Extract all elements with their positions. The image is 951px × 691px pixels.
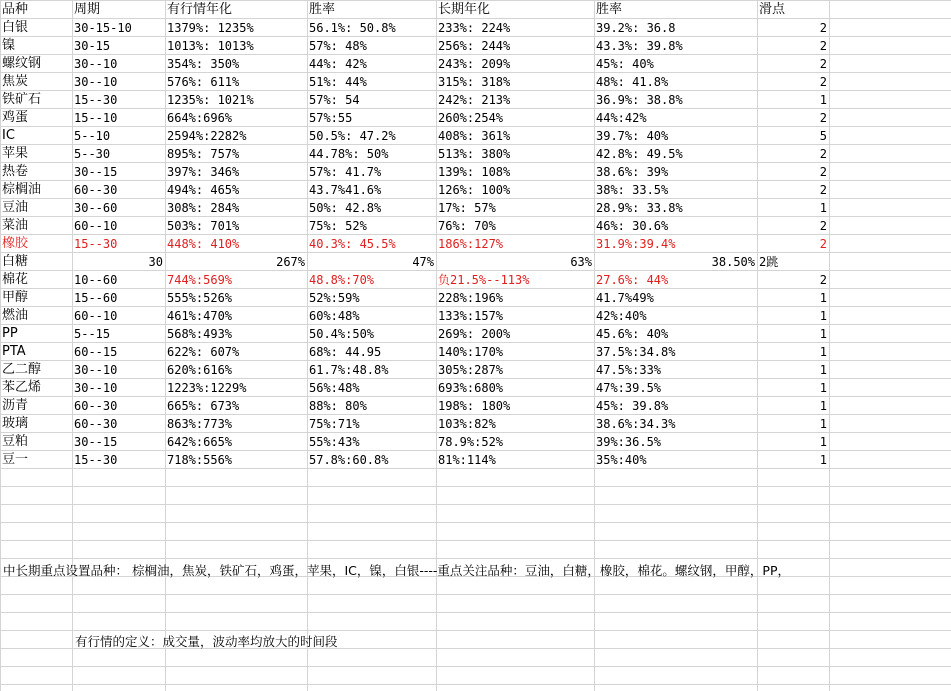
cell-trend-annualized[interactable]: 568%:493%	[167, 327, 233, 341]
cell-long-annualized[interactable]: 103%:82%	[438, 417, 496, 431]
cell-trend-annualized[interactable]: 576%: 611%	[167, 75, 240, 89]
cell-long-annualized[interactable]: 76%: 70%	[438, 219, 496, 233]
cell-trend-annualized[interactable]: 622%: 607%	[167, 345, 240, 359]
cell-trend-annualized[interactable]: 664%:696%	[167, 111, 233, 125]
cell-variety[interactable]: 螺纹钢	[2, 56, 42, 71]
cell-variety[interactable]: 菜油	[2, 218, 29, 233]
cell-slippage[interactable]: 1	[819, 327, 827, 341]
cell-variety[interactable]: 燃油	[2, 308, 29, 323]
cell-trend-annualized[interactable]: 503%: 701%	[167, 219, 240, 233]
cell-win-rate-2[interactable]: 38.50%	[711, 255, 755, 269]
cell-win-rate-2[interactable]: 48%: 41.8%	[596, 75, 669, 89]
cell-trend-annualized[interactable]: 1235%: 1021%	[167, 93, 254, 107]
cell-trend-annualized[interactable]: 397%: 346%	[167, 165, 240, 179]
cell-win-rate-2[interactable]: 47%:39.5%	[596, 381, 662, 395]
cell-variety[interactable]: 玻璃	[2, 416, 29, 431]
cell-slippage[interactable]: 2	[819, 147, 827, 161]
cell-period[interactable]: 10--60	[74, 273, 118, 287]
header-win-rate-2[interactable]: 胜率	[596, 2, 623, 17]
cell-trend-annualized[interactable]: 267%	[276, 255, 305, 269]
cell-win-rate-2[interactable]: 47.5%:33%	[596, 363, 662, 377]
cell-long-annualized[interactable]: 139%: 108%	[438, 165, 511, 179]
cell-win-rate-1[interactable]: 50.4%:50%	[309, 327, 375, 341]
cell-win-rate-2[interactable]: 38%: 33.5%	[596, 183, 669, 197]
cell-variety[interactable]: 苯乙烯	[2, 380, 42, 395]
cell-trend-annualized[interactable]: 1223%:1229%	[167, 381, 247, 395]
column-gridline	[829, 0, 830, 691]
cell-slippage[interactable]: 1	[819, 381, 827, 395]
cell-win-rate-2[interactable]: 39%:36.5%	[596, 435, 662, 449]
cell-slippage[interactable]: 1	[819, 417, 827, 431]
cell-win-rate-1[interactable]: 56%:48%	[309, 381, 360, 395]
cell-win-rate-2[interactable]: 45.6%: 40%	[596, 327, 669, 341]
cell-period[interactable]: 60--30	[74, 183, 118, 197]
cell-slippage[interactable]: 2	[819, 111, 827, 125]
cell-win-rate-2[interactable]: 46%: 30.6%	[596, 219, 669, 233]
header-win-rate-1[interactable]: 胜率	[309, 2, 336, 17]
cell-slippage[interactable]: 2	[819, 183, 827, 197]
cell-slippage[interactable]: 2跳	[759, 255, 779, 269]
cell-trend-annualized[interactable]: 461%:470%	[167, 309, 233, 323]
cell-variety[interactable]: 棕榈油	[2, 182, 42, 197]
cell-trend-annualized[interactable]: 895%: 757%	[167, 147, 240, 161]
cell-slippage[interactable]: 2	[819, 165, 827, 179]
cell-variety[interactable]: 棉花	[2, 272, 29, 287]
cell-period[interactable]: 15--30	[74, 453, 118, 467]
cell-period[interactable]: 15--10	[74, 111, 118, 125]
cell-win-rate-1[interactable]: 55%:43%	[309, 435, 360, 449]
cell-variety[interactable]: 鸡蛋	[2, 110, 29, 125]
cell-win-rate-2[interactable]: 27.6%: 44%	[596, 273, 669, 287]
cell-period[interactable]: 60--10	[74, 219, 118, 233]
row-gridline	[0, 540, 951, 541]
cell-variety[interactable]: 豆粕	[2, 434, 29, 449]
cell-slippage[interactable]: 1	[819, 201, 827, 215]
cell-long-annualized[interactable]: 17%: 57%	[438, 201, 496, 215]
row-gridline	[0, 486, 951, 487]
cell-long-annualized[interactable]: 81%:114%	[438, 453, 496, 467]
cell-win-rate-1[interactable]: 57%: 54	[309, 93, 360, 107]
cell-long-annualized[interactable]: 315%: 318%	[438, 75, 511, 89]
cell-slippage[interactable]: 1	[819, 399, 827, 413]
cell-variety[interactable]: 白糖	[2, 254, 29, 269]
cell-slippage[interactable]: 2	[819, 39, 827, 53]
row-gridline	[0, 612, 951, 613]
cell-win-rate-1[interactable]: 44%: 42%	[309, 57, 367, 71]
cell-period[interactable]: 30--15	[74, 165, 118, 179]
cell-long-annualized[interactable]: 693%:680%	[438, 381, 504, 395]
cell-variety[interactable]: 镍	[2, 38, 16, 53]
cell-slippage[interactable]: 1	[819, 363, 827, 377]
cell-trend-annualized[interactable]: 863%:773%	[167, 417, 233, 431]
cell-win-rate-1[interactable]: 75%: 52%	[309, 219, 367, 233]
cell-win-rate-2[interactable]: 35%:40%	[596, 453, 647, 467]
cell-win-rate-2[interactable]: 39.7%: 40%	[596, 129, 669, 143]
cell-slippage[interactable]: 2	[819, 219, 827, 233]
row-gridline	[0, 666, 951, 667]
cell-win-rate-2[interactable]: 37.5%:34.8%	[596, 345, 676, 359]
cell-slippage[interactable]: 2	[819, 75, 827, 89]
cell-period[interactable]: 5--30	[74, 147, 111, 161]
cell-win-rate-1[interactable]: 68%: 44.95	[309, 345, 382, 359]
header-long-annualized[interactable]: 长期年化	[438, 2, 491, 17]
cell-trend-annualized[interactable]: 1013%: 1013%	[167, 39, 254, 53]
cell-variety[interactable]: 热卷	[2, 164, 29, 179]
cell-period[interactable]: 30--10	[74, 57, 118, 71]
cell-win-rate-1[interactable]: 51%: 44%	[309, 75, 367, 89]
cell-win-rate-1[interactable]: 57%: 41.7%	[309, 165, 382, 179]
cell-variety[interactable]: 铁矿石	[2, 92, 42, 107]
cell-period[interactable]: 30--10	[74, 381, 118, 395]
cell-long-annualized[interactable]: 63%	[570, 255, 592, 269]
cell-long-annualized[interactable]: 228%:196%	[438, 291, 504, 305]
header-trend-annualized[interactable]: 有行情年化	[167, 2, 233, 17]
cell-variety[interactable]: 苹果	[2, 146, 29, 161]
cell-win-rate-2[interactable]: 31.9%:39.4%	[596, 237, 676, 251]
cell-period[interactable]: 15--60	[74, 291, 118, 305]
row-gridline	[0, 594, 951, 595]
cell-trend-annualized[interactable]: 308%: 284%	[167, 201, 240, 215]
cell-trend-annualized[interactable]: 2594%:2282%	[167, 129, 247, 143]
cell-long-annualized[interactable]: 233%: 224%	[438, 21, 511, 35]
cell-long-annualized[interactable]: 256%: 244%	[438, 39, 511, 53]
cell-win-rate-2[interactable]: 44%:42%	[596, 111, 647, 125]
cell-win-rate-2[interactable]: 42.8%: 49.5%	[596, 147, 683, 161]
cell-variety[interactable]: 沥青	[2, 398, 29, 413]
cell-slippage[interactable]: 5	[819, 129, 827, 143]
cell-period[interactable]: 60--30	[74, 399, 118, 413]
cell-slippage[interactable]: 1	[819, 435, 827, 449]
cell-win-rate-1[interactable]: 43.7%41.6%	[309, 183, 382, 197]
cell-win-rate-1[interactable]: 60%:48%	[309, 309, 360, 323]
header-slippage[interactable]: 滑点	[759, 2, 786, 17]
cell-win-rate-2[interactable]: 43.3%: 39.8%	[596, 39, 683, 53]
cell-period[interactable]: 30	[148, 255, 163, 269]
cell-trend-annualized[interactable]: 354%: 350%	[167, 57, 240, 71]
cell-win-rate-2[interactable]: 36.9%: 38.8%	[596, 93, 683, 107]
cell-win-rate-1[interactable]: 47%	[412, 255, 434, 269]
cell-win-rate-1[interactable]: 57%:55	[309, 111, 353, 125]
cell-variety[interactable]: 豆油	[2, 200, 29, 215]
cell-win-rate-1[interactable]: 88%: 80%	[309, 399, 367, 413]
cell-period[interactable]: 60--30	[74, 417, 118, 431]
cell-win-rate-1[interactable]: 48.8%:70%	[309, 273, 375, 287]
cell-long-annualized[interactable]: 126%: 100%	[438, 183, 511, 197]
cell-slippage[interactable]: 1	[819, 453, 827, 467]
cell-long-annualized[interactable]: 242%: 213%	[438, 93, 511, 107]
cell-variety[interactable]: 甲醇	[2, 290, 29, 305]
cell-period[interactable]: 30-15	[74, 39, 111, 53]
cell-slippage[interactable]: 2	[819, 21, 827, 35]
cell-trend-annualized[interactable]: 555%:526%	[167, 291, 233, 305]
row-gridline	[0, 630, 951, 631]
cell-slippage[interactable]: 2	[819, 237, 827, 251]
cell-long-annualized[interactable]: 513%: 380%	[438, 147, 511, 161]
header-variety[interactable]: 品种	[2, 2, 29, 17]
cell-trend-annualized[interactable]: 620%:616%	[167, 363, 233, 377]
focus-varieties-note[interactable]: 中长期重点设置品种： 棕榈油，焦炭，铁矿石，鸡蛋，苹果，IC，镍，白银----重点关注品种：豆油，白糖，橡胶，棉花。螺纹钢，甲醇，PP，	[3, 563, 791, 578]
cell-period[interactable]: 60--15	[74, 345, 118, 359]
cell-long-annualized[interactable]: 133%:157%	[438, 309, 504, 323]
cell-period[interactable]: 60--10	[74, 309, 118, 323]
cell-trend-annualized[interactable]: 448%: 410%	[167, 237, 240, 251]
cell-win-rate-2[interactable]: 38.6%: 39%	[596, 165, 669, 179]
cell-win-rate-1[interactable]: 75%:71%	[309, 417, 360, 431]
cell-long-annualized[interactable]: 198%: 180%	[438, 399, 511, 413]
cell-win-rate-2[interactable]: 38.6%:34.3%	[596, 417, 676, 431]
cell-long-annualized[interactable]: 186%:127%	[438, 237, 504, 251]
cell-variety[interactable]: PP	[2, 326, 18, 341]
cell-win-rate-1[interactable]: 52%:59%	[309, 291, 360, 305]
cell-win-rate-2[interactable]: 28.9%: 33.8%	[596, 201, 683, 215]
cell-long-annualized[interactable]: 78.9%:52%	[438, 435, 504, 449]
cell-slippage[interactable]: 1	[819, 309, 827, 323]
row-gridline	[0, 558, 951, 559]
trend-definition-note[interactable]: 有行情的定义：成交量，波动率均放大的时间段	[75, 634, 338, 649]
cell-trend-annualized[interactable]: 718%:556%	[167, 453, 233, 467]
cell-win-rate-1[interactable]: 50%: 42.8%	[309, 201, 382, 215]
cell-period[interactable]: 30--60	[74, 201, 118, 215]
cell-trend-annualized[interactable]: 665%: 673%	[167, 399, 240, 413]
cell-slippage[interactable]: 2	[819, 57, 827, 71]
cell-long-annualized[interactable]: 305%:287%	[438, 363, 504, 377]
cell-trend-annualized[interactable]: 642%:665%	[167, 435, 233, 449]
cell-slippage[interactable]: 2	[819, 273, 827, 287]
cell-slippage[interactable]: 1	[819, 93, 827, 107]
cell-period[interactable]: 30--10	[74, 363, 118, 377]
cell-period[interactable]: 15--30	[74, 93, 118, 107]
cell-trend-annualized[interactable]: 744%:569%	[167, 273, 233, 287]
cell-period[interactable]: 30--10	[74, 75, 118, 89]
header-period[interactable]: 周期	[74, 2, 101, 17]
row-gridline	[0, 684, 951, 685]
row-gridline	[0, 504, 951, 505]
cell-long-annualized[interactable]: 269%: 200%	[438, 327, 511, 341]
cell-trend-annualized[interactable]: 1379%: 1235%	[167, 21, 254, 35]
cell-variety[interactable]: 焦炭	[2, 74, 29, 89]
cell-long-annualized[interactable]: 260%:254%	[438, 111, 504, 125]
cell-variety[interactable]: IC	[2, 128, 15, 143]
cell-win-rate-2[interactable]: 45%: 40%	[596, 57, 654, 71]
cell-long-annualized[interactable]: 负21.5%--113%	[438, 273, 530, 287]
cell-win-rate-1[interactable]: 56.1%: 50.8%	[309, 21, 396, 35]
cell-long-annualized[interactable]: 140%:170%	[438, 345, 504, 359]
cell-variety[interactable]: 乙二醇	[2, 362, 42, 377]
cell-long-annualized[interactable]: 408%: 361%	[438, 129, 511, 143]
cell-win-rate-1[interactable]: 40.3%: 45.5%	[309, 237, 396, 251]
cell-win-rate-1[interactable]: 57.8%:60.8%	[309, 453, 389, 467]
cell-win-rate-2[interactable]: 41.7%49%	[596, 291, 654, 305]
cell-period[interactable]: 5--10	[74, 129, 111, 143]
cell-win-rate-2[interactable]: 42%:40%	[596, 309, 647, 323]
cell-win-rate-1[interactable]: 50.5%: 47.2%	[309, 129, 396, 143]
cell-variety[interactable]: 橡胶	[2, 236, 29, 251]
cell-win-rate-1[interactable]: 61.7%:48.8%	[309, 363, 389, 377]
cell-win-rate-2[interactable]: 39.2%: 36.8	[596, 21, 676, 35]
cell-win-rate-1[interactable]: 57%: 48%	[309, 39, 367, 53]
cell-win-rate-2[interactable]: 45%: 39.8%	[596, 399, 669, 413]
cell-win-rate-1[interactable]: 44.78%: 50%	[309, 147, 389, 161]
cell-variety[interactable]: 白银	[2, 20, 29, 35]
cell-period[interactable]: 30-15-10	[74, 21, 132, 35]
cell-slippage[interactable]: 1	[819, 345, 827, 359]
row-gridline	[0, 522, 951, 523]
cell-period[interactable]: 15--30	[74, 237, 118, 251]
cell-variety[interactable]: 豆一	[2, 452, 29, 467]
cell-period[interactable]: 30--15	[74, 435, 118, 449]
cell-period[interactable]: 5--15	[74, 327, 111, 341]
cell-trend-annualized[interactable]: 494%: 465%	[167, 183, 240, 197]
cell-long-annualized[interactable]: 243%: 209%	[438, 57, 511, 71]
cell-variety[interactable]: PTA	[2, 344, 26, 359]
cell-slippage[interactable]: 1	[819, 291, 827, 305]
